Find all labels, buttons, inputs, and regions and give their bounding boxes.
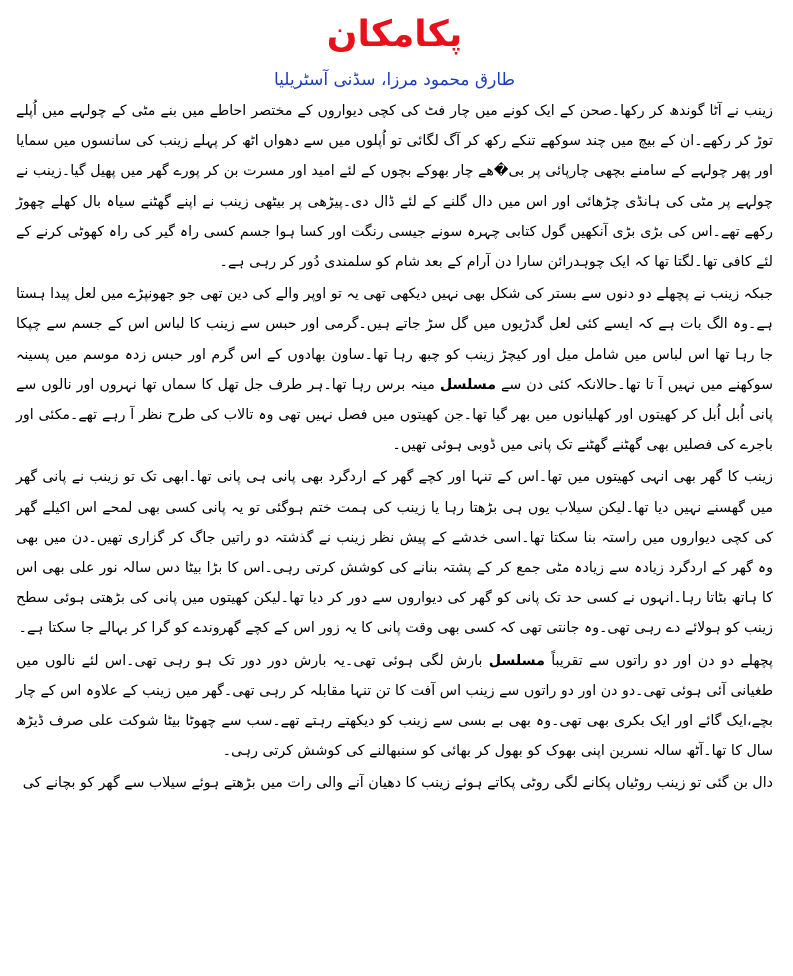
emphasized-word: مسلسل xyxy=(439,376,496,393)
story-title: پکامکان xyxy=(326,14,463,55)
story-body xyxy=(16,96,773,799)
paragraph xyxy=(16,279,773,460)
paragraph-text: زینب کا گھر بھی انہی کھیتوں میں تھا۔اس کے تنہا اور کچے گھر کے اردگرد بھی پانی ہی پانی تھا۔ابھی تک تو زینب نے پانی گھر میں گھسنے نہیں دیا تھا۔لیکن سیلاب یوں ہی بڑھتا رہا یا زینب کی ہمت ختم ہوگئی تو یہ پانی کسی بھی لمحے اس اکیلے گھر کی کچی دیواروں میں راستہ بنا سکتا تھا۔اسی خدشے کے پیش نظر زینب نے گذشتہ دو راتیں جاگ کر گزاری تھیں۔دن میں بھی وہ گھر کے اردگرد زیادہ سے زیادہ مٹی جمع کر کے پشتہ بنانے کی کوشش کرتی رہی۔اس کا بڑا بیٹا دس سالہ نور علی بھی اس کا ہاتھ بٹاتا رہا۔انہوں نے کسی حد تک پانی کو گھر کی دیواروں سے دور کر دیا تھا۔لیکن کھیتوں میں پانی کی بڑھتی ہوئی سطح زینب کو ہولائے دے رہی تھی۔وہ جانتی تھی کہ کسی بھی وقت پانی کا یہ زور اس کے کچے گھروندے کو گرا کر بہالے جا سکتا ہے۔ xyxy=(16,469,773,637)
paragraph xyxy=(16,768,773,798)
paragraph-text: پچھلے دو دن اور دو راتوں سے تقریباً xyxy=(544,652,773,669)
paragraph xyxy=(16,462,773,643)
paragraph xyxy=(16,96,773,277)
paragraph xyxy=(16,646,773,767)
paragraph-text: مینہ برس رہا تھا۔ہر طرف جل تھل کا سماں تھا نہروں اور نالوں سے پانی اُبل اُبل کر کھیتوں اور کھلیانوں میں بھر گیا تھا۔جن کھیتوں میں فصل نہیں تھی وہ تالاب کی طرح نظر آ رہے تھے۔مکئی اور باجرے کی فصلیں بھی گھٹنے گھٹنے تک پانی میں ڈوبی ہوئی تھیں۔ xyxy=(16,376,773,454)
paragraph-text: جبکہ زینب نے پچھلے دو دنوں سے بستر کی شکل بھی نہیں دیکھی تھی یہ تو اوپر والے کی دین تھی جو جھونپڑے میں لعل پیدا ہستا ہے۔وہ الگ بات ہے کہ ایسے کئی لعل گدڑیوں میں گل سڑ جاتے ہیں۔گرمی اور حبس سے زینب کا لباس اس کے جسم سے چپکا جا رہا تھا اس لباس میں شامل میل اور کیچڑ زینب کو چبھ رہا تھا۔ساون بھادوں کے اس گرم اور حبس زدہ موسم میں پسینہ سوکھنے میں نہیں آ تا تھا۔حالانکہ کئی دن سے xyxy=(16,286,773,393)
paragraph-text: دال بن گئی تو زینب روٹیاں پکانے لگی روٹی پکاتے ہوئے زینب کا دھیان آنے والی رات میں بڑھتے ہوئے سیلاب سے گھر کو بچانے کی xyxy=(22,775,773,792)
author-byline: طارق محمود مرزا، سڈنی آسٹریلیا xyxy=(273,70,516,90)
emphasized-word: مسلسل xyxy=(488,652,545,669)
paragraph-text: بارش لگی ہوئی تھی۔یہ بارش دور دور تک ہو رہی تھی۔اس لئے نالوں میں طغیانی آئی ہوئی تھی۔دو دن اور دو راتوں سے زینب اس آفت کا تن تنہا مقابلہ کر رہی تھی۔گھر میں زینب کے علاوہ اس کے چار بچے،ایک گائے اور ایک بکری بھی تھی۔وہ بھی بے بسی سے زینب کو دیکھتے رہتے تھے۔سب سے چھوٹا بیٹا شوکت علی صرف ڈیڑھ سال کا تھا۔آٹھ سالہ نسرین اپنی بھوک کو بھول کر بھائی کو سنبھالنے کی کوشش کرتی رہی۔ xyxy=(16,652,773,760)
paragraph-text: زینب نے آٹا گوندھ کر رکھا۔صحن کے ایک کونے میں چار فٹ کی کچی دیواروں کے مختصر احاطے میں بنے مٹی کے چولہے میں اُپلے توڑ کر رکھے۔ان کے بیچ میں چند سوکھے تنکے رکھ کر آگ لگائی تو اُپلوں میں سے دھواں اٹھ کر پہلے زینب کی سانسوں میں سمایا اور پھر چولہے کے سامنے بچھی چارپائی پر بی�ھے چار بھوکے بچوں کے لئے امید اور مسرت بن کر پورے گھر میں پھیل گیا۔زینب نے چولہے پر مٹی کی ہانڈی چڑھائی اور اس میں دال گلنے کے لئے ڈال دی۔پیڑھی پر بیٹھی زینب نے اپنے گھٹنے سیاہ بال کھلے چھوڑ رکھے تھے۔اس کی بڑی بڑی آنکھیں گول کتابی چہرہ سونے جیسی رنگت اور کسا ہوا جسم کسی راہ گیر کی راہ کھوٹی کرنے کے لئے کافی تھا۔لگتا تھا کہ ایک چوہدرائن سارا دن آرام کے بعد شام کو سلمندی دُور کر رہی ہے۔ xyxy=(16,103,773,271)
